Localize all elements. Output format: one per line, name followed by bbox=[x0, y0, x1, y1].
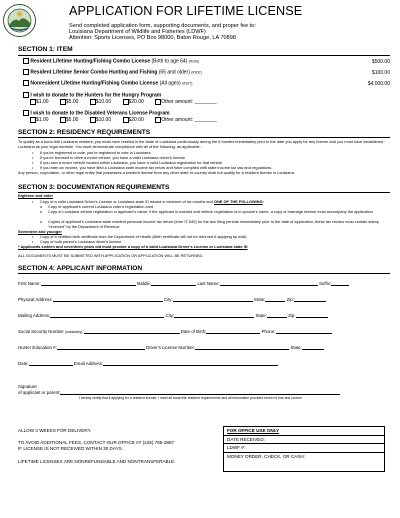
nonrefundable-note: LIFETIME LICENSES ARE NONREFUNDABLE AND NONTRANSFERABLE. bbox=[18, 459, 176, 464]
certification-statement: I hereby certify that if applying for a resident license, I meet all bona fide resident requirements and all information provided herein is true and correct. bbox=[79, 396, 303, 400]
donation-amounts-row: $1.00 $5.00 $10.00 $20.00 Other amount: ________ bbox=[30, 117, 227, 123]
agency-name: Louisiana Department of Wildlife and Fisheries (LDWF) bbox=[69, 29, 206, 35]
donation-amounts-row: $1.00 $5.00 $10.00 $20.00 Other amount: ________ bbox=[30, 99, 227, 105]
dob-field[interactable] bbox=[206, 329, 260, 334]
ssn-field[interactable] bbox=[84, 329, 180, 334]
item-price: $4,000.00 bbox=[367, 81, 390, 87]
donation-disabled-veterans: I wish to donate to the Disabled Veterans License Program bbox=[23, 110, 170, 116]
middle-name-field[interactable] bbox=[151, 281, 196, 286]
donation-hunters-for-hungry: I wish to donate to the Hunters for the Hungry Program bbox=[23, 92, 161, 98]
hunter-education-field[interactable] bbox=[57, 345, 145, 350]
eighteen-older-heading: Eighteen and older bbox=[18, 193, 54, 198]
date-received-field: DATE RECEIVED: bbox=[224, 436, 384, 445]
item-senior-combo: Resident Lifetime Senior Combo Hunting and Fishing (65 and older) (#302) bbox=[23, 69, 202, 75]
delivery-note: ALLOW 3 WEEKS FOR DELIVERY. bbox=[18, 428, 92, 433]
residency-outro: Any person, corporation, or other legal entity that possesses a resident license from any other state or country shall not qualify for a resident license in Louisiana. bbox=[18, 170, 295, 175]
ldwf-seal-logo bbox=[3, 4, 36, 37]
seventeen-younger-heading: Seventeen and younger bbox=[18, 229, 62, 234]
residency-intro: To qualify as a bona fide Louisiana resident, you must have resided in the state of Louisiana continuously during the 6 months immediately prior to the date you apply for any license and you must have established Louisiana as your legal domicile. You must demonstrate compliance with all of the following, as applicable: bbox=[18, 139, 384, 149]
hunter-ed-dl-row: Hunter Education #: Driver's License Number: State: bbox=[18, 345, 324, 350]
physical-address-field[interactable] bbox=[53, 297, 163, 302]
donation-checkbox[interactable] bbox=[23, 92, 29, 98]
mailing-city-field[interactable] bbox=[174, 313, 254, 318]
name-row: First Name: Middle: Last Name: Suffix: bbox=[18, 281, 349, 286]
physical-city-field[interactable] bbox=[173, 297, 253, 302]
mailing-attention: Attention: Sports Licenses, PO Box 98000, Baton Rouge, LA 70898 bbox=[69, 35, 236, 41]
doc-sub-bullet: o Copies of applicant's Louisiana state resident personal income tax return (form IT-540) for the two filing periods immediately prior to the date of application, these tax returns must contain stamp "received" by the Department of Revenue bbox=[40, 219, 379, 229]
donation-checkbox[interactable] bbox=[23, 110, 29, 116]
date-field[interactable] bbox=[29, 361, 73, 366]
physical-address-row: Physical Address: City: State: Zip: bbox=[18, 297, 326, 302]
email-field[interactable] bbox=[103, 361, 278, 366]
payment-method-field: MONEY ORDER, CHECK, OR CASH: bbox=[227, 453, 306, 459]
mailing-state-field[interactable] bbox=[267, 313, 287, 318]
section4-title: SECTION 4: APPLICANT INFORMATION bbox=[18, 265, 143, 272]
residency-bullet: • If you earn an income, you have filed a Louisiana state income tax return and have complied with state income tax law and regulations. bbox=[32, 165, 273, 170]
phone-field[interactable] bbox=[276, 329, 332, 334]
section3-title: SECTION 3: DOCUMENTATION REQUIREMENTS bbox=[18, 184, 170, 191]
section4-divider bbox=[18, 273, 390, 274]
age-16-17-note: * Applicants sixteen and seventeen years old must provide a copy of a valid Louisiana Driver's License or Louisiana state ID bbox=[18, 244, 248, 249]
signature-field[interactable] bbox=[60, 390, 340, 395]
physical-state-field[interactable] bbox=[265, 297, 285, 302]
dl-number-field[interactable] bbox=[195, 345, 289, 350]
page-title: APPLICATION FOR LIFETIME LICENSE bbox=[69, 4, 303, 18]
section1-divider bbox=[18, 55, 390, 56]
dl-state-field[interactable] bbox=[302, 345, 324, 350]
item-resident-combo: Resident Lifetime Hunting/Fishing Combo License (Birth to age 64) (#100) bbox=[23, 58, 199, 64]
residency-bullet: • If you're licensed to drive a motor vehicle, you have a valid Louisiana driver's license bbox=[32, 155, 186, 160]
section2-divider bbox=[18, 137, 390, 138]
contact-note-2: IF LICENSE IS NOT RECEIVED WITHIN 30 DAYS. bbox=[18, 446, 123, 451]
residency-bullet: • If you're registered to vote, you're registered to vote in Louisiana bbox=[32, 150, 151, 155]
section2-title: SECTION 2: RESIDENCY REQUIREMENTS bbox=[18, 129, 151, 136]
signature-row: of applicant or parent: bbox=[18, 390, 340, 395]
section3-divider bbox=[18, 192, 390, 193]
doc-sub-bullet: o Copy of applicant's current Louisiana voter's registration card bbox=[40, 204, 154, 209]
signature-label: Signature bbox=[18, 384, 37, 389]
item-checkbox[interactable] bbox=[23, 58, 29, 64]
section1-title: SECTION 1: ITEM bbox=[18, 46, 73, 53]
mailing-address-field[interactable] bbox=[50, 313, 164, 318]
doc-bullet: • Copy of a certified birth certificate from the Department of Health (Birth certificate will not be returned if applying by mail) bbox=[32, 234, 247, 239]
last-name-field[interactable] bbox=[220, 281, 318, 286]
office-use-title: FOR OFFICE USE ONLY bbox=[224, 427, 384, 436]
item-price: $100.00 bbox=[371, 70, 390, 76]
ldwf-number-field: LDWF #: bbox=[224, 444, 384, 453]
office-use-box bbox=[223, 426, 385, 472]
contact-note: TO AVOID ADDITIONAL FEES, CONTACT OUR OFFICE AT (225) 765-2887 bbox=[18, 440, 175, 445]
all-documents-note: ALL DOCUMENTS MUST BE SUBMITTED WITH APPLICATION OR APPLICATION WILL BE RETURNED. bbox=[18, 253, 204, 258]
suffix-field[interactable] bbox=[331, 281, 349, 286]
residency-bullet: • If you own a motor vehicle located within Louisiana, you have a valid Louisiana registration for that vehicle bbox=[32, 160, 223, 165]
first-name-field[interactable] bbox=[41, 281, 136, 286]
doc-bullet: • Copy of a valid Louisiana Driver's License or Louisiana state ID issued a minimum of six months and ONE OF THE FOLLOWING: bbox=[32, 199, 264, 204]
mailing-address-row: Mailing Address: City: State: Zip: bbox=[18, 313, 328, 318]
item-nonresident-combo: Nonresident Lifetime Hunting/Fishing Combo License (All ages) (#107) bbox=[23, 80, 192, 86]
date-email-row: Date: Email Address: bbox=[18, 361, 278, 366]
item-price: $500.00 bbox=[371, 59, 390, 65]
item-checkbox[interactable] bbox=[23, 80, 29, 86]
ssn-dob-phone-row: Social Security Number (mandatory): Date of Birth: Phone: bbox=[18, 329, 332, 334]
send-instructions: Send completed application form, supporting documents, and proper fee to: bbox=[69, 23, 256, 29]
item-checkbox[interactable] bbox=[23, 69, 29, 75]
physical-zip-field[interactable] bbox=[294, 297, 326, 302]
mailing-zip-field[interactable] bbox=[296, 313, 328, 318]
doc-sub-bullet: o Copy of Louisiana vehicle registration in applicant's name; if the applicant is married and vehicle registration is in spouse's name, a copy of marriage license must accompany the application bbox=[40, 209, 373, 214]
doc-bullet: • Copy of both parent's Louisiana driver's license bbox=[32, 239, 122, 244]
